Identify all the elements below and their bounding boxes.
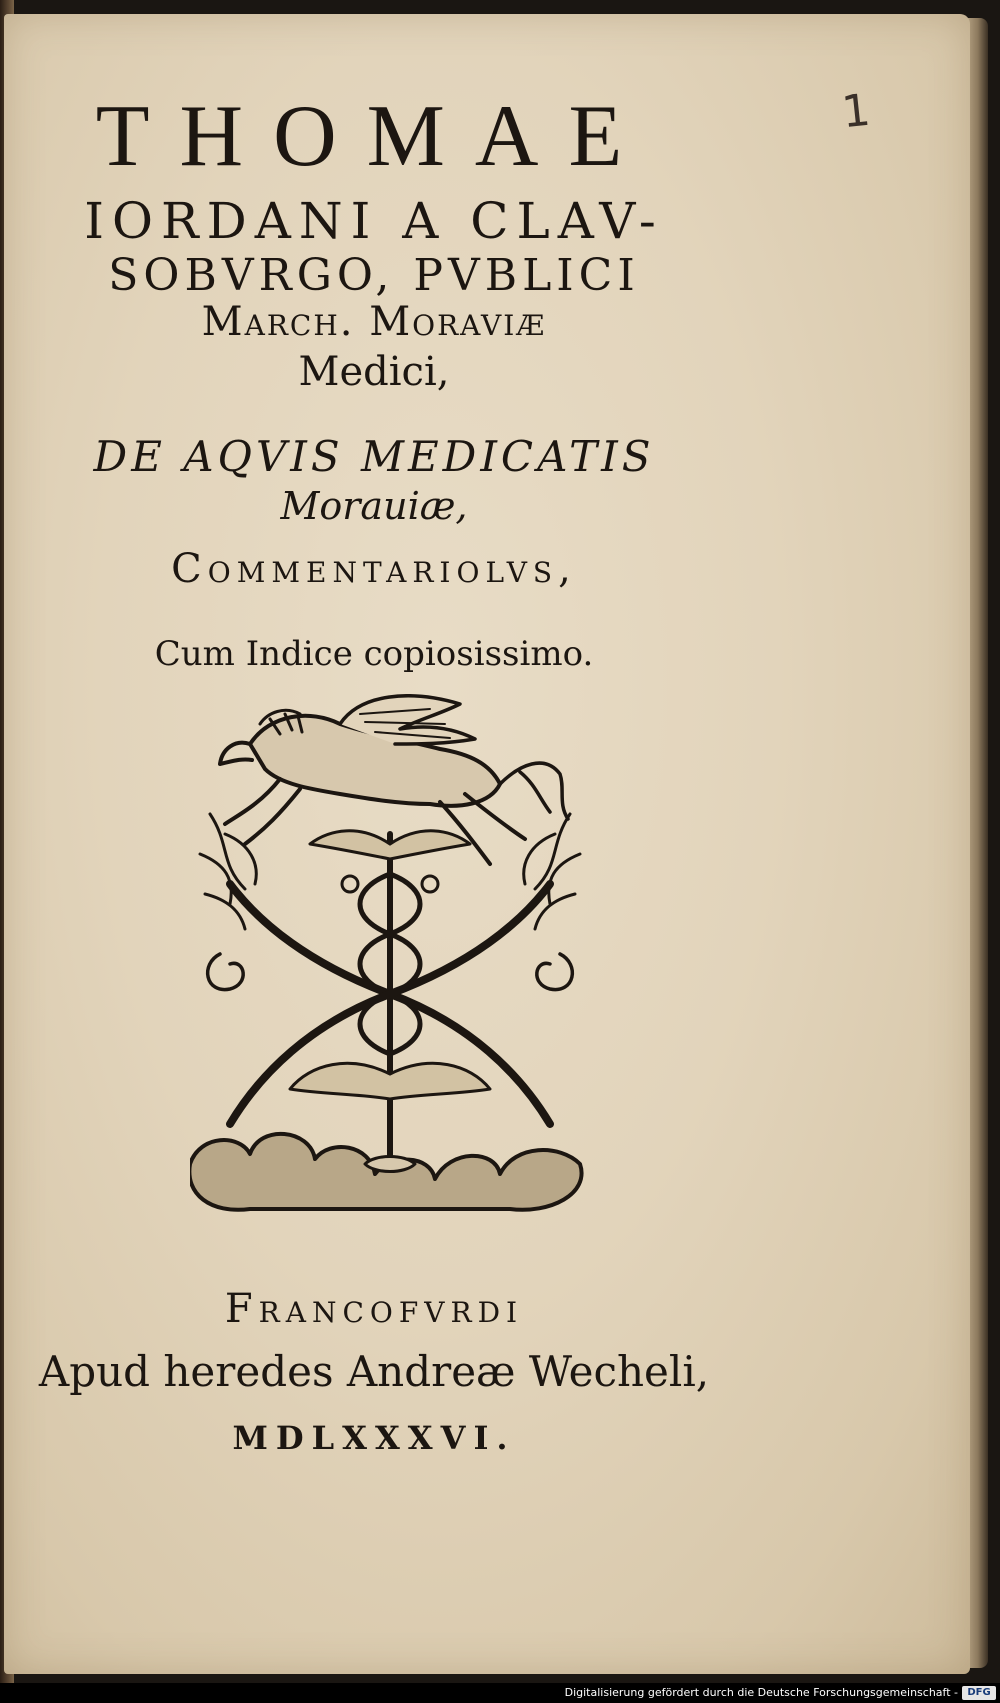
index-note-line: Cum Indice copiosissimo. — [154, 634, 594, 674]
work-title-region: Morauiæ, — [280, 484, 468, 528]
pegasus-caduceus-printer-device-icon — [190, 694, 590, 1224]
author-surname-line: IORDANI A CLAV- — [84, 192, 664, 250]
author-origin-line: SOBVRGO, PVBLICI — [108, 250, 640, 301]
author-profession-line: Medici, — [298, 349, 450, 395]
show-through-text: ⠀ — [614, 374, 642, 418]
dfg-credit-text: Digitalisierung gefördert durch die Deutsche Forschungsgemeinschaft - — [564, 1686, 958, 1699]
work-title-line: DE AQVIS MEDICATIS — [93, 432, 655, 481]
author-office-line: March. Moraviæ — [201, 299, 547, 345]
title-page — [4, 14, 970, 1674]
work-genre-line: Commentariolvs, — [171, 546, 577, 592]
imprint-place: Francofvrdi — [224, 1286, 524, 1332]
digitization-credit-bar — [0, 1683, 1000, 1703]
dfg-logo: DFG — [962, 1686, 996, 1700]
folio-number: 1 — [839, 84, 873, 139]
library-stamp-smudge: ⠀ — [242, 1511, 272, 1557]
author-first-name: THOMAE — [95, 88, 653, 185]
imprint-year: MDLXXXVI. — [232, 1419, 516, 1457]
imprint-publisher: Apud heredes Andreæ Wecheli, — [38, 1347, 710, 1396]
